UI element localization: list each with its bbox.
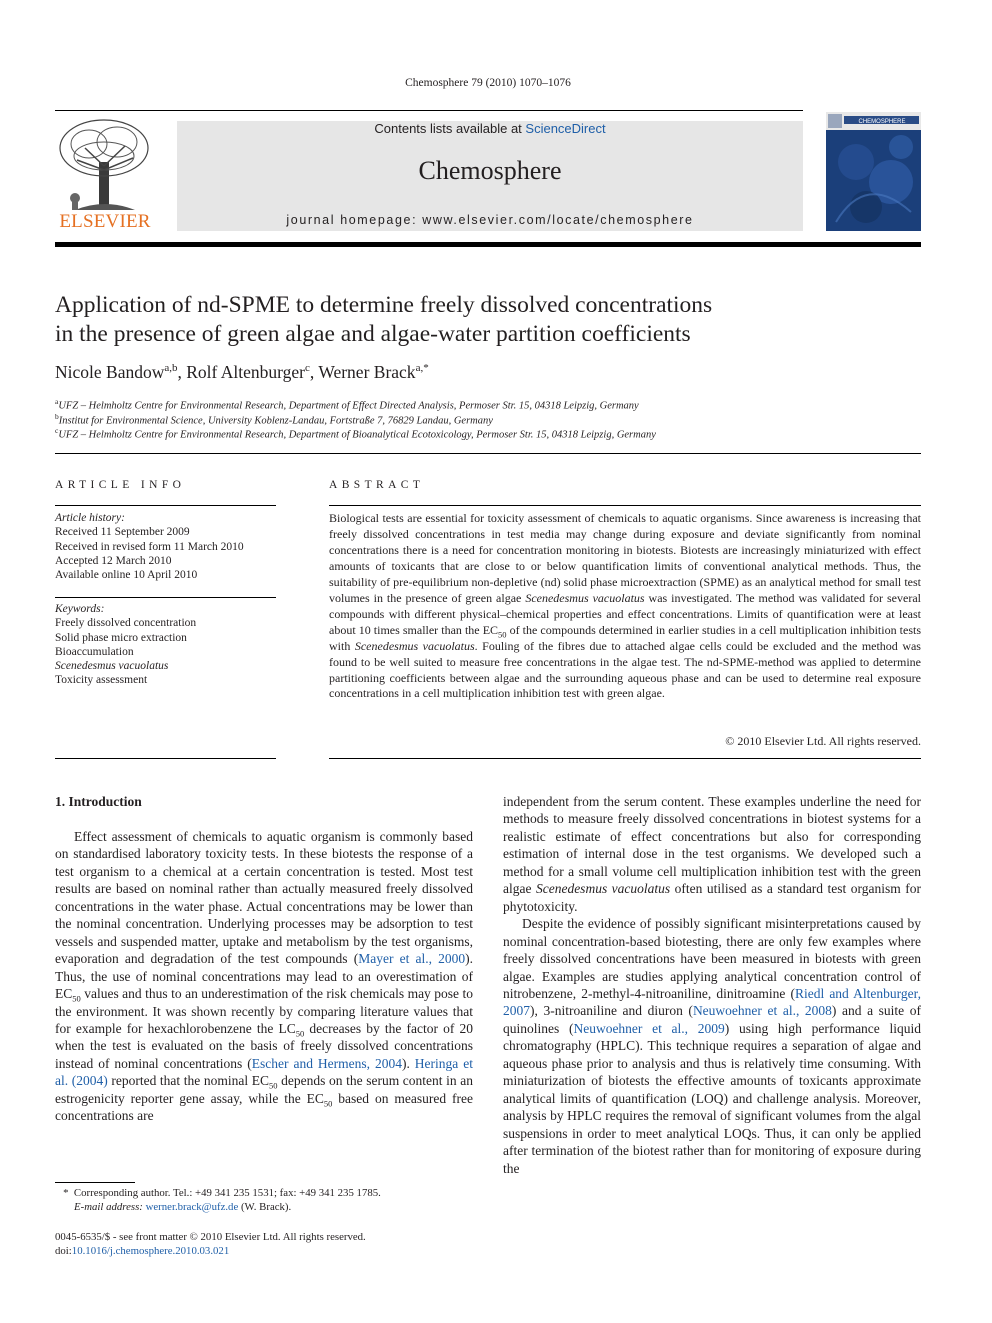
abstract-segment: Biological tests are essential for toxicity assessment of chemicals to aquatic organisms. Since awareness is increasing that freely dissolved concentrations in test media may change during exposure and deviate significantly from nominal concentrations there is a need for concentration monitoring in biotests. Biotests are increasingly miniaturized with effect amounts of toxicants that are close to or below quantification limits of conventional analytical methods. Thus, the suitability of pre-equilibrium non-depletive (nd) solid phase microextraction (SPME) as an analytical method for small test volumes in the presence of green algae xyxy=(329,511,921,605)
corresponding-text: Corresponding author. Tel.: +49 341 235 1531; fax: +49 341 235 1785. xyxy=(73,1187,381,1199)
introduction-heading: 1. Introduction xyxy=(55,794,142,809)
affiliation-mark: c xyxy=(55,426,59,435)
abstract-segment: was investigated. The method was validated for several compounds with different physical–chemical properties and effect concentrations. Limits of quantification were at least about 10 times smaller than the EC xyxy=(329,590,921,637)
doi-link[interactable]: 10.1016/j.chemosphere.2010.03.021 xyxy=(71,1245,230,1257)
footnote-line xyxy=(55,1186,485,1200)
keywords-label: Keywords: xyxy=(55,603,105,615)
keywords xyxy=(55,602,276,688)
text-segment: reported that the nominal EC xyxy=(107,1073,270,1089)
section-divider xyxy=(55,453,921,454)
history-item: Received in revised form 11 March 2010 xyxy=(55,540,244,553)
text-segment: ), 3-nitroaniline and diuron ( xyxy=(530,1003,693,1019)
text-segment: Despite the evidence of possibly significant misinterpretations caused by nominal concentration-based biotesting, there are only few examples where freely dissolved concentrations have been measured in biotests with green algae. Examples are studies applying analytical concentration control of nitrobenzene, 2-methyl-4-nitroaniline, dinitroamine ( xyxy=(503,916,921,1001)
journal-name: Chemosphere xyxy=(418,156,562,185)
text-segment: ). xyxy=(401,1055,415,1071)
keyword: Scenedesmus vacuolatus xyxy=(55,660,169,673)
author-affiliation-mark: c xyxy=(305,362,310,375)
footnote-star: * xyxy=(63,1187,69,1199)
history-item: Accepted 12 March 2010 xyxy=(55,554,172,567)
journal-cover-thumbnail xyxy=(826,112,921,231)
footnote-line xyxy=(55,1200,485,1214)
text-segment: ) and a suite of quinolines ( xyxy=(503,1003,921,1036)
citation-link[interactable]: Neuwoehner et al., 2009 xyxy=(573,1020,725,1036)
history-item: Received 11 September 2009 xyxy=(55,526,190,539)
keyword: Solid phase micro extraction xyxy=(55,631,187,644)
elsevier-wordmark: ELSEVIER xyxy=(59,211,151,232)
email-suffix: (W. Brack). xyxy=(238,1201,292,1213)
affiliation xyxy=(55,424,935,443)
title-line-1: Application of nd-SPME to determine freely dissolved concentrations xyxy=(55,292,713,318)
citation-link[interactable]: Escher and Hermens, 2004 xyxy=(251,1055,402,1071)
sciencedirect-link[interactable]: ScienceDirect xyxy=(525,121,606,136)
history-item: Available online 10 April 2010 xyxy=(55,569,198,582)
email-link[interactable]: werner.brack@ufz.de xyxy=(145,1201,239,1213)
affiliation-text: Institut for Environmental Science, University Koblenz-Landau, Fortstraße 7, 76829 Landau, Germany xyxy=(58,415,493,427)
text-segment: often utilised as a standard test organism for phytotoxicity. xyxy=(503,881,921,914)
abstract-divider xyxy=(329,758,921,759)
author-list xyxy=(55,362,875,383)
keyword: Bioaccumulation xyxy=(55,645,134,658)
text-segment: Effect assessment of chemicals to aquatic organism is commonly based on standardised laboratory toxicity tests. In these biotests the response of a test organism to a chemical at a certain concentration is tested. Most test results are based on nominal rather than actually measured freely dissolved concentrations in the water phase. Actual concentrations may be lower than the nominal concentration. Underlying processes may be adsorption to test vessels and suspended matter, uptake and metabolism by the test organisms, evaporation and degradation of the test compounds ( xyxy=(55,829,473,967)
info-divider xyxy=(55,597,276,598)
text-segment: based on measured free concentrations are xyxy=(55,1090,473,1124)
species-name: Scenedesmus vacuolatus xyxy=(354,638,475,653)
history-label: Article history: xyxy=(55,512,125,524)
header-rule xyxy=(55,110,803,111)
author-name[interactable]: Nicole Bandow xyxy=(55,362,165,382)
body-paragraph xyxy=(503,915,921,1177)
corresponding-author-footnote xyxy=(55,1186,485,1214)
text-segment: ). Thus, the use of nominal concentrations may lead to an overestimation of EC xyxy=(55,951,474,1002)
author-name[interactable]: Rolf Altenburger xyxy=(186,362,306,382)
left-column xyxy=(55,828,473,1125)
affiliation-mark: a xyxy=(55,397,59,406)
article-history xyxy=(55,511,276,582)
right-column xyxy=(503,793,921,1177)
citation-link[interactable]: Mayer et al., 2000 xyxy=(358,951,466,967)
abstract-segment: of the compounds determined in earlier studies in a cell multiplication inhibition tests with xyxy=(329,622,922,653)
abstract-copyright: © 2010 Elsevier Ltd. All rights reserved. xyxy=(725,734,921,748)
affiliation-text: UFZ – Helmholtz Centre for Environmental Research, Department of Bioanalytical Ecotoxicology, Permoser Str. 15, 04318 Leipzig, Germany xyxy=(58,429,656,441)
author-affiliation-mark: a,* xyxy=(415,362,429,375)
email-label: E-mail address: xyxy=(74,1201,146,1213)
citation-link[interactable]: Heringa et al. (2004) xyxy=(55,1055,473,1089)
info-divider xyxy=(55,758,276,759)
article-info-heading: ARTICLE INFO xyxy=(55,479,186,491)
subscript: 50 xyxy=(498,629,507,640)
subscript: 50 xyxy=(295,1028,305,1039)
citation-link[interactable]: Riedl and Altenburger, 2007 xyxy=(503,985,921,1019)
abstract-divider xyxy=(329,505,921,506)
footnote-rule xyxy=(55,1182,135,1183)
contents-prefix: Contents lists available at xyxy=(374,121,526,136)
doi-line xyxy=(55,1244,485,1258)
text-segment: independent from the serum content. These examples underline the need for methods to measure freely dissolved concentrations in biotest systems for a realistic estimate of effect concentrations but also for corresponding estimation of internal dose in the test organisms. We developed such a method for a small volume cell multiplication inhibition test with the green algae xyxy=(503,794,921,897)
header-thick-rule xyxy=(55,242,921,247)
author-affiliation-mark: a,b xyxy=(164,362,178,375)
subscript: 50 xyxy=(269,1081,278,1092)
abstract-text xyxy=(329,511,921,702)
subscript: 50 xyxy=(323,1098,333,1109)
author-name[interactable]: Werner Brack xyxy=(318,362,416,382)
article-title xyxy=(55,291,875,349)
body-paragraph xyxy=(503,793,921,915)
subscript: 50 xyxy=(72,993,81,1004)
journal-homepage-link[interactable]: journal homepage: www.elsevier.com/locate/chemosphere xyxy=(286,213,694,227)
abstract-heading: ABSTRACT xyxy=(329,479,425,491)
citation-link[interactable]: Neuwoehner et al., 2008 xyxy=(692,1003,832,1019)
species-name: Scenedesmus vacuolatus xyxy=(535,881,671,897)
contents-line xyxy=(177,121,803,136)
doi-label: doi: xyxy=(55,1245,72,1257)
author-separator: , xyxy=(309,362,319,382)
species-name: Scenedesmus vacuolatus xyxy=(525,590,645,605)
text-segment: decreases by the factor of 20 when the test is evaluated on the basis of freely dissolved concentrations instead of nominal concentrations ( xyxy=(55,1020,473,1071)
affiliation-text: UFZ – Helmholtz Centre for Environmental Research, Department of Effect Directed Analysis, Permoser Str. 15, 04318 Leipzig, Germany xyxy=(58,400,639,412)
abstract-segment: . Fouling of the fibres due to attached algae cells could be excluded and the method was found to be well suited to measure free concentrations in the algae test. The nd-SPME-method was applied to determine partitioning coefficients between algae and the surrounding aqueous phase and can be used to determine real exposure concentrations in a cell multiplication inhibition test with green algae. xyxy=(329,638,921,701)
keyword: Toxicity assessment xyxy=(55,674,148,687)
text-segment: values and thus to an underestimation of the risk chemicals may pose to the environment. It was shown recently by comparing literature values that for example for hexachlorobenzene the LC xyxy=(55,986,473,1036)
info-divider xyxy=(55,505,276,506)
title-line-2: in the presence of green algae and algae-water partition coefficients xyxy=(55,321,691,347)
affiliation-mark: b xyxy=(55,412,59,421)
journal-citation: Chemosphere 79 (2010) 1070–1076 xyxy=(405,77,571,89)
tree-icon xyxy=(55,118,155,214)
body-paragraph xyxy=(55,828,473,1125)
keyword: Freely dissolved concentration xyxy=(55,617,197,630)
cover-title: CHEMOSPHERE xyxy=(858,119,906,125)
issn-line: 0045-6535/$ - see front matter © 2010 Elsevier Ltd. All rights reserved. xyxy=(55,1231,366,1243)
front-matter xyxy=(55,1230,485,1258)
author-separator: , xyxy=(177,362,187,382)
text-segment: ) using high performance liquid chromatography (HPLC). This technique requires a separation of algae and aqueous phase prior to analysis and thus is relatively time consuming. With miniaturization of biotests the effective amounts of toxicants approximate analytical limits of quantification (LOQ) and challenge analysis. Moreover, analysis by HPLC requires the removal of significant volumes from the algal suspensions in order to meet analytical LOQs. Thus, it can only be applied after termination of the biotest rather than for monitoring of exposure during the xyxy=(503,1020,921,1176)
text-segment: depends on the serum content in an estrogenicity reporter gene assay, while the EC xyxy=(55,1073,474,1106)
